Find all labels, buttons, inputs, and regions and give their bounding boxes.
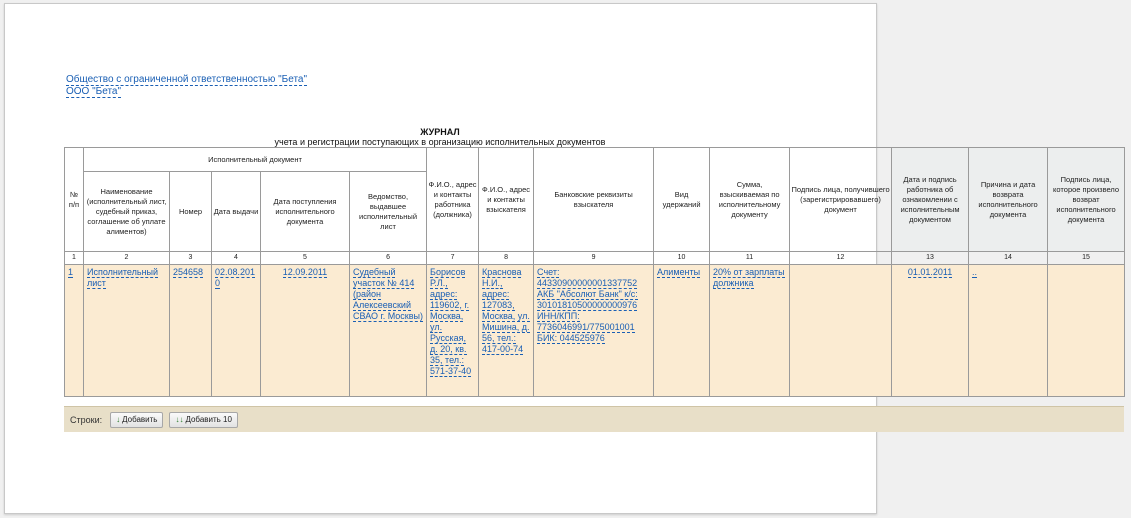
row-number-link[interactable]: 1 <box>68 267 74 277</box>
rows-toolbar <box>64 406 1124 432</box>
header-group-document: Исполнительный документ <box>84 148 427 172</box>
column-number: 12 <box>790 252 892 265</box>
journal-table <box>64 147 1125 397</box>
cell-doc-name[interactable] <box>84 265 170 397</box>
column-number: 14 <box>969 252 1048 265</box>
header-col-15: Подпись лица, которое произвело возврат исполнительного документа <box>1048 148 1125 252</box>
header-col-8: Ф.И.О., адрес и контакты взыскателя <box>479 148 534 252</box>
cell-return-reason[interactable] <box>969 265 1048 397</box>
cell-row-number[interactable] <box>65 265 84 397</box>
cell-amount[interactable] <box>710 265 790 397</box>
doc-number-link[interactable]: 254658 <box>173 267 204 277</box>
add-row-button-label: Добавить <box>122 415 158 424</box>
cell-receipt-date[interactable] <box>261 265 350 397</box>
header-col-3: Номер <box>170 172 212 252</box>
column-number: 13 <box>892 252 969 265</box>
rows-label: Строки: <box>70 414 103 425</box>
debtor-link[interactable]: Борисов Р.Л., адрес: 119602, г. Москва, ул. Русская, д. 20, кв. 35, тел.: 571-37-40 <box>430 267 472 376</box>
cell-signature-received[interactable] <box>790 265 892 397</box>
header-col-9: Банковские реквизиты взыскателя <box>534 148 654 252</box>
header-col-11: Сумма, взыскиваемая по исполнительному документу <box>710 148 790 252</box>
add-10-rows-button-label: Добавить 10 <box>185 415 232 424</box>
journal-subtitle: учета и регистрации поступающих в организацию исполнительных документов <box>274 137 606 147</box>
cell-bank[interactable] <box>534 265 654 397</box>
header-col-14: Причина и дата возврата исполнительного документа <box>969 148 1048 252</box>
doc-name-link[interactable]: Исполнительный лист <box>87 267 159 288</box>
cell-issue-date[interactable] <box>212 265 261 397</box>
arrow-down-icon: ↓ <box>116 415 121 424</box>
column-number: 3 <box>170 252 212 265</box>
add-row-button[interactable] <box>110 412 163 428</box>
claimant-link[interactable]: Краснова Н.И., адрес: 127083, Москва, ул. Мишина, д. 56, тел.: 417-00-74 <box>482 267 530 354</box>
header-col-10: Вид удержаний <box>654 148 710 252</box>
column-number: 11 <box>710 252 790 265</box>
cell-ack-date[interactable] <box>892 265 969 397</box>
return-reason-link[interactable]: .. <box>972 267 978 277</box>
header-col-5: Дата поступления исполнительного документа <box>261 172 350 252</box>
journal-title: ЖУРНАЛ <box>420 127 460 137</box>
cell-claimant[interactable] <box>479 265 534 397</box>
table-row <box>65 265 1125 397</box>
column-number: 8 <box>479 252 534 265</box>
issue-date-link[interactable]: 02.08.2010 <box>215 267 256 288</box>
header-col-1: № п/п <box>65 148 84 252</box>
org-short-name-link[interactable]: ООО "Бета" <box>66 86 122 97</box>
column-number: 1 <box>65 252 84 265</box>
header-col-4: Дата выдачи <box>212 172 261 252</box>
bank-link[interactable]: Счет: 44330900000001337752 АКБ "Абсолют Банк" к/с: 30101810500000000976 ИНН/КПП: 7736046991/775001001 БИК: 044525976 <box>537 267 638 343</box>
receipt-date-link[interactable]: 12.09.2011 <box>282 267 328 277</box>
header-col-13: Дата и подпись работника об ознакомлении с исполнительным документом <box>892 148 969 252</box>
authority-link[interactable]: Судебный участок № 414 (район Алексеевский СВАО г. Москвы) <box>353 267 423 321</box>
double-arrow-down-icon: ↓↓ <box>175 415 184 424</box>
header-col-6: Ведомство, выдавшее исполнительный лист <box>350 172 427 252</box>
cell-authority[interactable] <box>350 265 427 397</box>
header-col-2: Наименование (исполнительный лист, судебный приказ, соглашение об уплате алиментов) <box>84 172 170 252</box>
column-number: 7 <box>427 252 479 265</box>
header-col-7: Ф.И.О., адрес и контакты работника (должника) <box>427 148 479 252</box>
column-number: 6 <box>350 252 427 265</box>
column-number: 4 <box>212 252 261 265</box>
column-number: 10 <box>654 252 710 265</box>
column-number: 9 <box>534 252 654 265</box>
column-number: 2 <box>84 252 170 265</box>
column-number: 15 <box>1048 252 1125 265</box>
cell-return-signature[interactable] <box>1048 265 1125 397</box>
cell-deduction-type[interactable] <box>654 265 710 397</box>
cell-debtor[interactable] <box>427 265 479 397</box>
amount-link[interactable]: 20% от зарплаты должника <box>713 267 785 288</box>
column-number: 5 <box>261 252 350 265</box>
cell-doc-number[interactable] <box>170 265 212 397</box>
ack-date-link[interactable]: 01.01.2011 <box>907 267 953 277</box>
header-col-12: Подпись лица, получившего (зарегистрировавшего) документ <box>790 148 892 252</box>
deduction-type-link[interactable]: Алименты <box>657 267 701 277</box>
add-10-rows-button[interactable] <box>169 412 237 428</box>
org-full-name-link[interactable]: Общество с ограниченной ответственностью "Бета" <box>66 74 308 85</box>
